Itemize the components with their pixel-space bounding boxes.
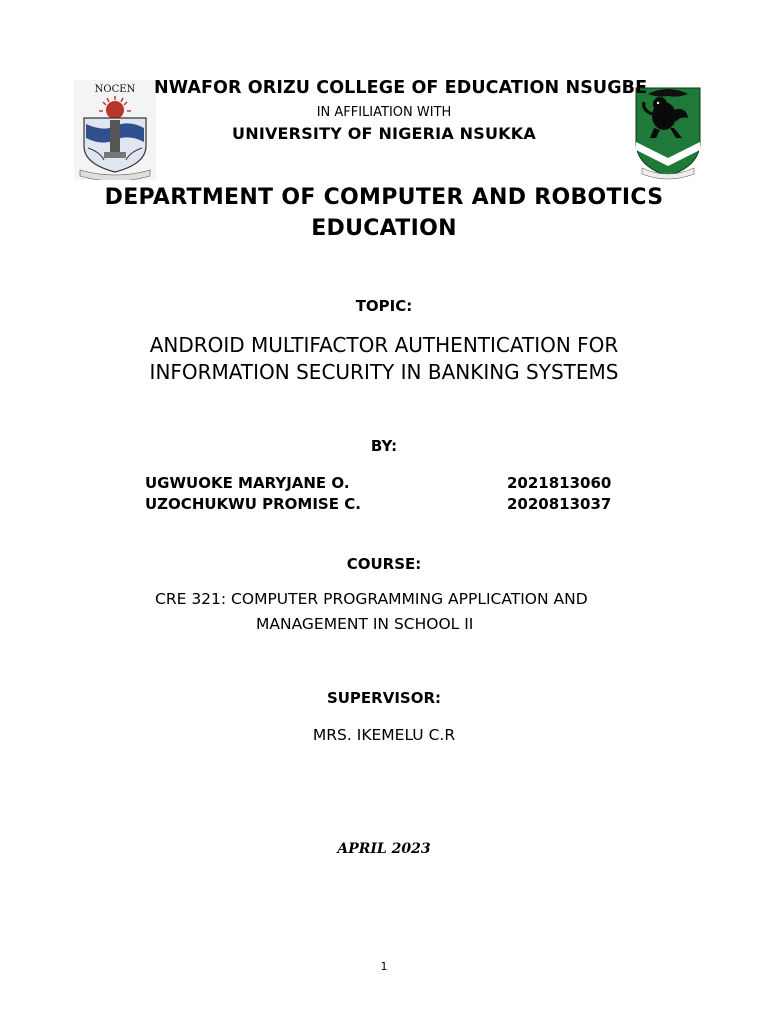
student-name: UGWUOKE MARYJANE O.	[145, 474, 350, 492]
page-number: 1	[380, 960, 388, 973]
supervisor-name: MRS. IKEMELU C.R	[312, 726, 456, 744]
student-id: 2020813037	[507, 495, 612, 513]
supervisor-heading: SUPERVISOR:	[326, 689, 442, 707]
department-title-line2: EDUCATION	[311, 216, 457, 241]
course-heading: COURSE:	[346, 555, 422, 573]
topic-title-line1: ANDROID MULTIFACTOR AUTHENTICATION FOR	[149, 333, 619, 357]
department-title-line1: DEPARTMENT OF COMPUTER AND ROBOTICS	[104, 185, 664, 210]
submission-date: APRIL 2023	[337, 841, 431, 857]
course-title-line1: CRE 321: COMPUTER PROGRAMMING APPLICATION AND	[155, 590, 588, 608]
student-name: UZOCHUKWU PROMISE C.	[145, 495, 361, 513]
topic-title	[0, 332, 768, 386]
topic-heading: TOPIC:	[355, 297, 413, 315]
topic-title-line2: INFORMATION SECURITY IN BANKING SYSTEMS	[149, 360, 619, 384]
college-name: NWAFOR ORIZU COLLEGE OF EDUCATION NSUGBE	[154, 78, 648, 98]
department-title	[0, 182, 768, 244]
by-heading: BY:	[370, 437, 398, 455]
course-title-line2: MANAGEMENT IN SCHOOL II	[256, 615, 474, 633]
affiliation-text: IN AFFILIATION WITH	[316, 105, 452, 120]
university-name: UNIVERSITY OF NIGERIA NSUKKA	[232, 124, 536, 143]
nocen-logo-text: NOCEN	[94, 84, 136, 95]
student-id: 2021813060	[507, 474, 612, 492]
